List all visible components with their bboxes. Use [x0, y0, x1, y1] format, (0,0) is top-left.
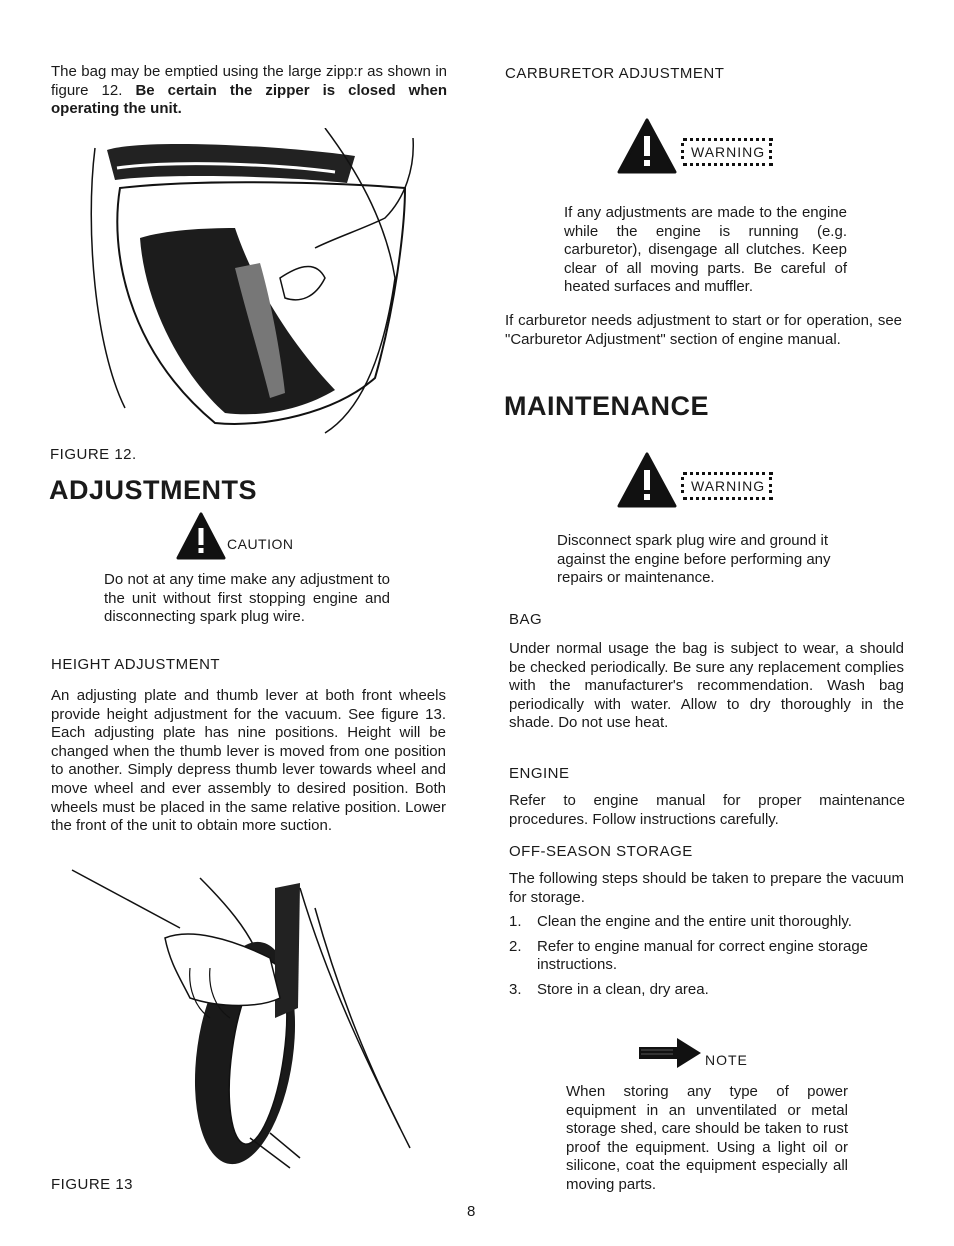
warning-1-text: If any adjustments are made to the engine while the engine is running (e.g. carburetor), disengage all clutches. Keep clear of all moving parts. Be careful of heated surfaces and muffler.: [564, 204, 847, 296]
warning-label-box: [683, 472, 773, 500]
off-season-storage-text: The following steps should be taken to prepare the vacuum for storage.: [509, 870, 904, 906]
page-number: 8: [467, 1203, 476, 1220]
maintenance-heading: MAINTENANCE: [504, 391, 709, 421]
caution-warning-triangle-icon: [176, 512, 226, 560]
height-adjustment-text: An adjusting plate and thumb lever at both front wheels provide height adjustment for the vacuum. See figure 13. Each adjusting plate has nine positions. Height will be changed when the thumb lever is moved from one position to another. Simply depress thumb lever towards wheel and move wheel and ever assembly to desired position. Both wheels must be placed in the same relative position. Lower the front of the unit to obtain more suction.: [51, 687, 446, 835]
carburetor-adjustment-text: If carburetor needs adjustment to start or for operation, see "Carburetor Adjustment" section of engine manual.: [505, 312, 902, 348]
warning-label: WARNING: [691, 144, 766, 160]
warning-label-box: [683, 138, 773, 166]
figure-12-bag-zipper-illustration: [85, 128, 430, 440]
engine-heading: ENGINE: [509, 765, 570, 782]
bag-heading: BAG: [509, 611, 543, 628]
figure-13-wheel-adjustment-illustration: [70, 868, 420, 1173]
engine-text: Refer to engine manual for proper maintenance procedures. Follow instructions carefully.: [509, 792, 905, 828]
intro-paragraph: [51, 63, 447, 119]
warning-2-text: Disconnect spark plug wire and ground it against the engine before performing any repairs or maintenance.: [557, 532, 831, 587]
intro-bold-text: Be certain the zipper is closed when operating the unit.: [51, 81, 447, 118]
caution-label: CAUTION: [227, 536, 294, 552]
list-item: 1. Clean the engine and the entire unit thoroughly.: [509, 913, 852, 930]
carburetor-adjustment-heading: CARBURETOR ADJUSTMENT: [505, 65, 725, 82]
bag-text: Under normal usage the bag is subject to wear, a should be checked periodically. Be sure any replacement complies with the manufacturer's recommendation. Wash bag periodically with water. Allow to dry thoroughly in the shade. Do not use heat.: [509, 640, 904, 732]
warning-triangle-icon: [617, 452, 677, 508]
storage-steps-list: [509, 913, 909, 1005]
list-item: 2. Refer to engine manual for correct engine storage instructions.: [509, 937, 869, 974]
intro-text: The bag may be emptied using the large zipp:r as shown in figure 12.: [51, 63, 447, 99]
warning-triangle-icon: [617, 118, 677, 174]
note-text: When storing any type of power equipment in an unventilated or metal storage shed, care should be taken to rust proof the equipment. Using a light oil or silicone, coat the equipment especially all moving parts.: [566, 1083, 848, 1193]
note-label: NOTE: [705, 1052, 748, 1068]
off-season-storage-heading: OFF-SEASON STORAGE: [509, 843, 693, 860]
caution-text: Do not at any time make any adjustment to the unit without first stopping engine and disconnecting spark plug wire.: [104, 571, 390, 626]
height-adjustment-heading: HEIGHT ADJUSTMENT: [51, 656, 221, 673]
note-arrow-icon: [637, 1036, 703, 1070]
list-item: 3. Store in a clean, dry area.: [509, 980, 709, 998]
figure-12-label: FIGURE 12.: [50, 446, 137, 463]
adjustments-heading: ADJUSTMENTS: [49, 475, 258, 505]
warning-label: WARNING: [691, 478, 766, 494]
figure-13-label: FIGURE 13: [51, 1176, 134, 1193]
